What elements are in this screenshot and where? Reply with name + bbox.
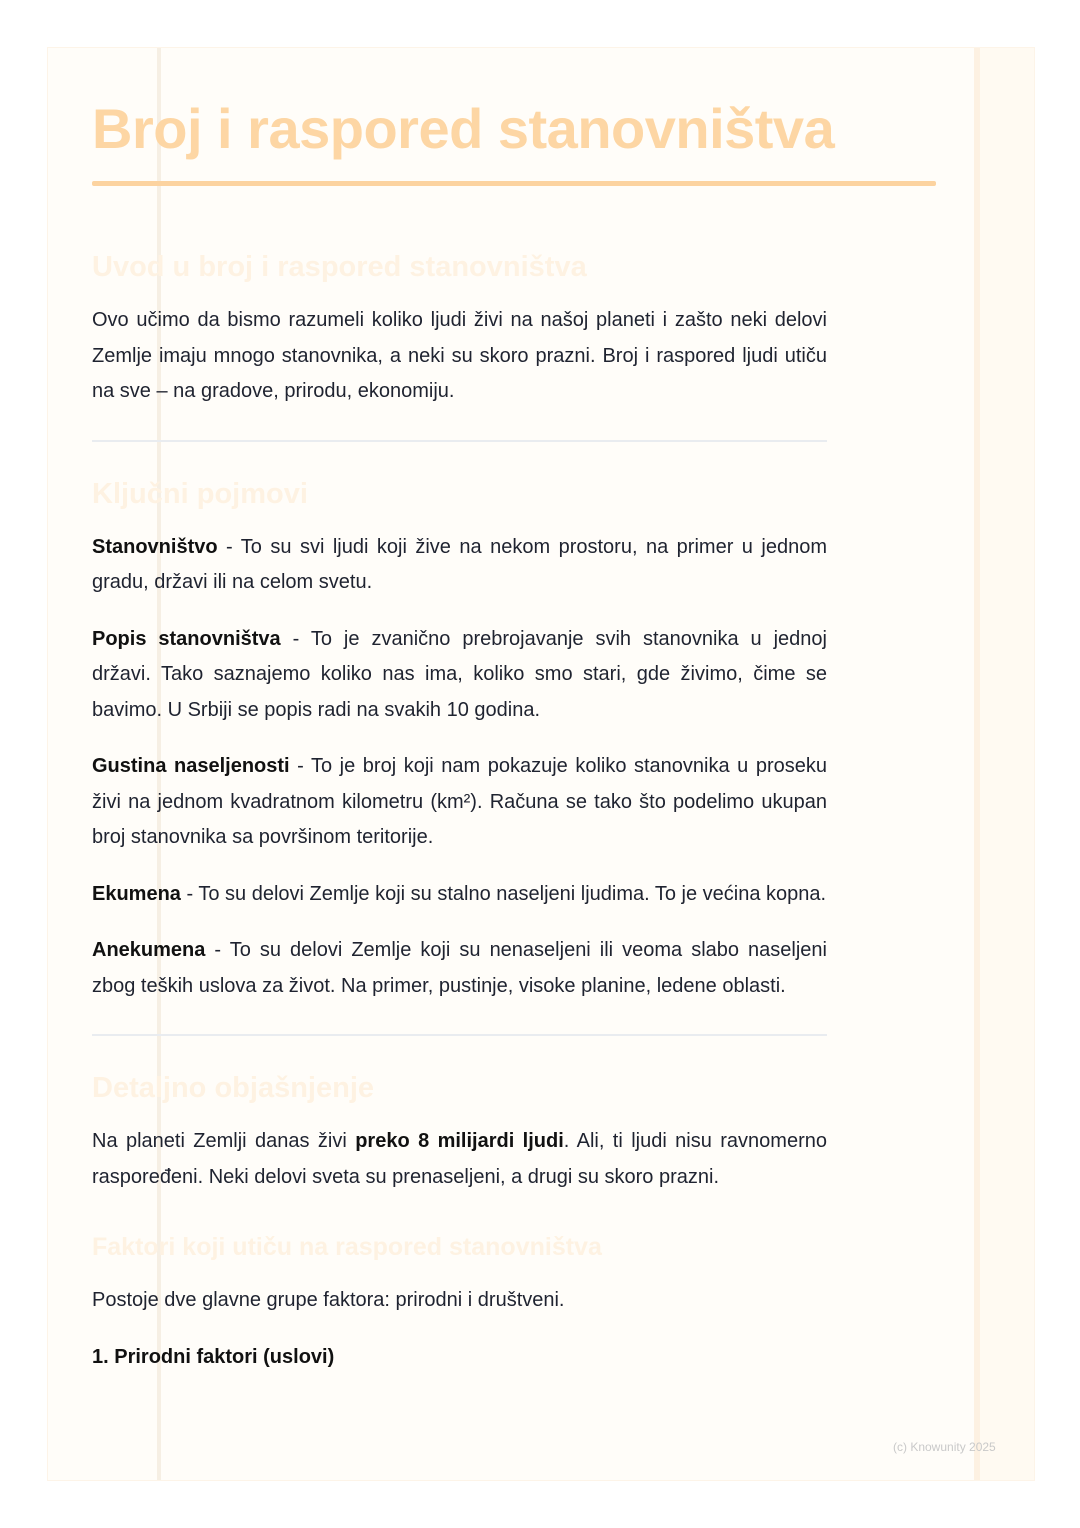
- concept-term: Ekumena: [92, 882, 181, 905]
- concept-definition: - To je broj koji nam pokazuje koliko stanovnika u proseku živi na jednom kvadratnom kilometru (km²). Računa se tako što podelimo ukupan broj stanovnika sa površinom teritorije.: [92, 755, 827, 848]
- concept-definition: - To je zvanično prebrojavanje svih stanovnika u jednoj državi. Tako saznajemo koliko nas ima, koliko smo stari, gde živimo, čime se bavimo. U Srbiji se popis radi na svakih 10 godina.: [92, 627, 827, 721]
- concept-definition: - To su svi ljudi koji žive na nekom prostoru, na primer u jednom gradu, državi ili na celom svetu.: [92, 535, 827, 593]
- document-content: [92, 90, 835, 1375]
- concept-item: [92, 933, 827, 1004]
- intro-paragraph: Ovo učimo da bismo razumeli koliko ljudi živi na našoj planeti i zašto neki delovi Zemlje imaju mnogo stanovnika, a neki su skoro prazni. Broj i raspored ljudi utiču na sve – na gradove, prirodu, ekonomiju.: [92, 309, 827, 402]
- concept-term: Popis stanovništva: [92, 627, 281, 650]
- detail-paragraph: [92, 1124, 827, 1195]
- section-heading-concepts: Ključni pojmovi: [92, 477, 308, 510]
- concept-term: Gustina naseljenosti: [92, 755, 290, 777]
- title-underline: [92, 181, 936, 186]
- concept-definition: - To su delovi Zemlje koji su stalno naseljeni ljudima. To je većina kopna.: [180, 882, 827, 905]
- copyright-footer: (c) Knowunity 2025: [893, 1440, 996, 1454]
- right-margin-band: [980, 48, 1034, 1480]
- natural-factors-label: 1. Prirodni faktori (uslovi): [92, 1345, 335, 1368]
- concept-definition: - To su delovi Zemlje koji su nenaseljeni ili veoma slabo naseljeni zbog teških uslova za život. Na primer, pustinje, visoke planine, ledene oblasti.: [92, 939, 827, 997]
- natural-factors-heading: [92, 1340, 827, 1376]
- concept-term: Stanovništvo: [92, 535, 218, 558]
- subsection-heading-factors: Faktori koji utiču na raspored stanovništva: [92, 1233, 602, 1261]
- page-title: Broj i raspored stanovništva: [92, 97, 835, 160]
- section-heading-intro: Uvod u broj i raspored stanovništva: [92, 251, 587, 283]
- detail-text: . Ali, ti ljudi nisu ravnomerno raspoređeni. Neki delovi sveta su prenaseljeni, a drugi su skoro prazni.: [92, 1130, 827, 1188]
- concept-item: [92, 622, 827, 729]
- detail-text: Na planeti Zemlji danas živi: [92, 1130, 356, 1152]
- detail-highlight: preko 8 milijardi ljudi: [355, 1130, 564, 1152]
- concept-item: [92, 749, 827, 856]
- concept-item: [92, 530, 827, 601]
- section-heading-detail: Detaljno objašnjenje: [92, 1072, 374, 1104]
- concept-term: Anekumena: [92, 939, 206, 961]
- right-margin-line: [974, 48, 980, 1480]
- concept-item: [92, 877, 827, 913]
- factors-paragraph: Postoje dve glavne grupe faktora: prirodni i društveni.: [92, 1289, 565, 1311]
